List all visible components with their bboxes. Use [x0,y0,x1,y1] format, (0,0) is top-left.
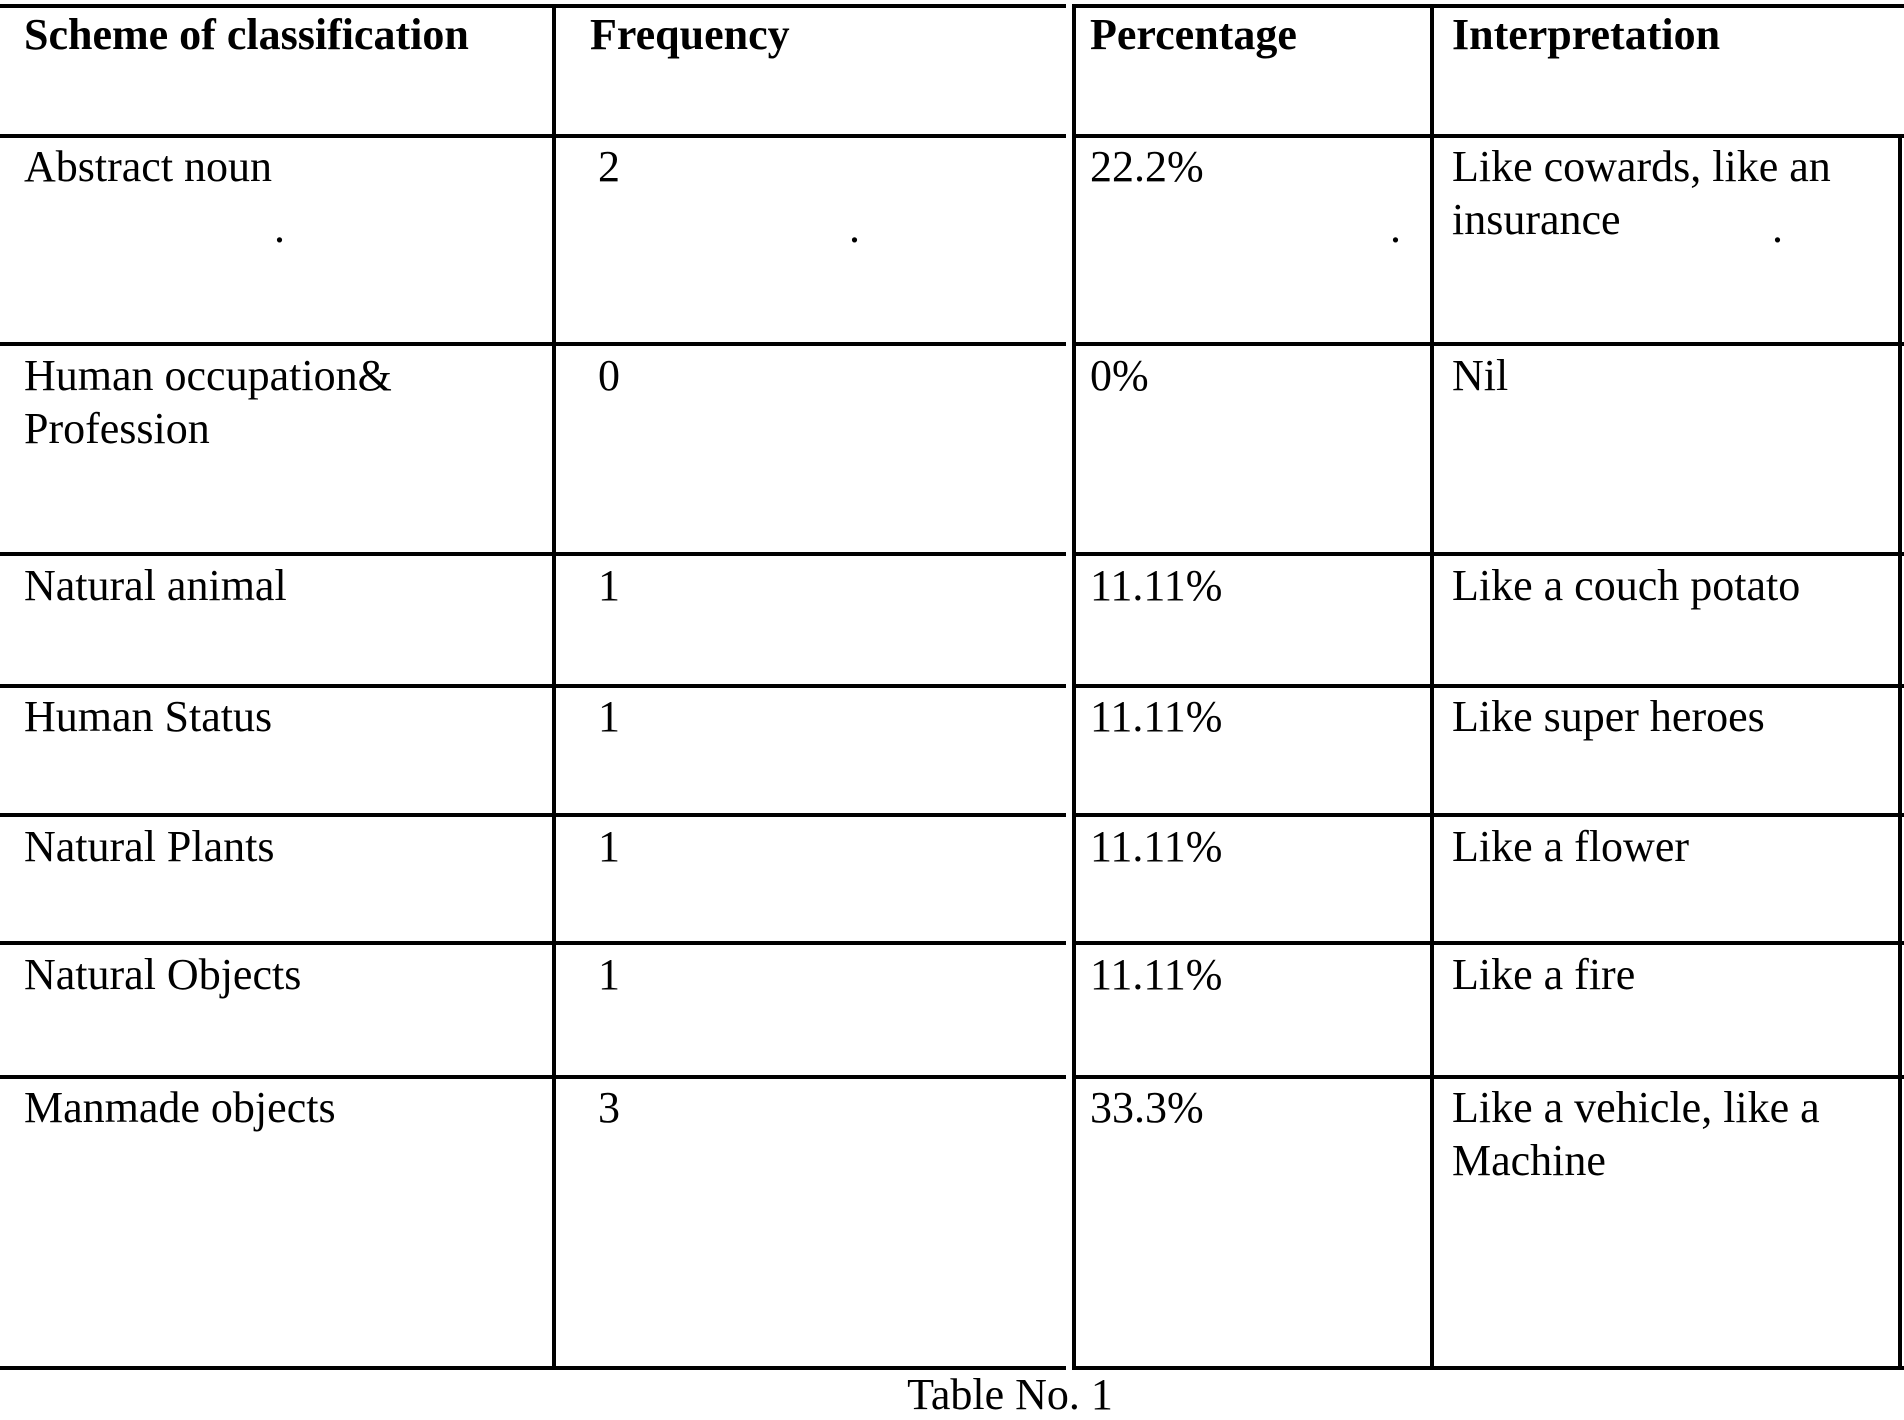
stray-mark: . [274,203,285,252]
column-rule [1072,4,1076,1370]
table-cell-percentage: 0% [1090,351,1149,400]
table-cell-frequency: 3 [598,1083,620,1132]
column-rule-right [1898,134,1902,1370]
header-frequency: Frequency [590,10,790,59]
table-cell-percentage: 22.2% [1090,142,1204,191]
table-cell-percentage: 11.11% [1090,692,1223,741]
table-caption: Table No. 1 [907,1370,1113,1419]
table-cell-frequency: 0 [598,351,620,400]
table-cell-frequency: 2 [598,142,620,191]
table-cell-scheme: Natural animal [24,561,287,610]
table-cell-scheme: Natural Objects [24,950,302,999]
table-cell-interpretation: Like cowards, like an insurance [1452,142,1831,244]
table-rule [0,1075,1066,1079]
table-cell-frequency: 1 [598,692,620,741]
table-cell-scheme: Human occupation& Profession [24,351,392,453]
column-rule [1430,4,1434,1370]
table-cell-frequency: 1 [598,822,620,871]
table-cell-scheme: Natural Plants [24,822,275,871]
table-rule [1072,552,1904,556]
table-cell-scheme: Human Status [24,692,273,741]
table-rule [1072,941,1904,945]
table-rule [0,552,1066,556]
stray-mark: . [849,203,860,252]
table-rule [1072,342,1904,346]
stray-mark: . [1772,203,1783,252]
table-cell-interpretation: Like a fire [1452,950,1636,999]
table-rule [0,134,1066,138]
table-cell-interpretation: Like super heroes [1452,692,1765,741]
stray-mark: . [1390,203,1401,252]
table-cell-interpretation: Nil [1452,351,1509,400]
table-cell-interpretation: Like a couch potato [1452,561,1801,610]
table-rule [1072,1075,1904,1079]
table-rule [0,684,1066,688]
table-cell-interpretation: Like a vehicle, like a Machine [1452,1083,1820,1185]
table-cell-scheme: Manmade objects [24,1083,336,1132]
header-interpretation: Interpretation [1452,10,1721,59]
header-percentage: Percentage [1090,10,1297,59]
table-cell-percentage: 11.11% [1090,822,1223,871]
table-cell-scheme: Abstract noun [24,142,273,191]
table-cell-percentage: 11.11% [1090,561,1223,610]
table-cell-frequency: 1 [598,561,620,610]
table-cell-interpretation: Like a flower [1452,822,1689,871]
table-rule [1072,813,1904,817]
table-rule [0,342,1066,346]
table-cell-frequency: 1 [598,950,620,999]
table-rule [0,941,1066,945]
table-cell-percentage: 33.3% [1090,1083,1204,1132]
table-rule [1072,134,1904,138]
table-rule [0,813,1066,817]
column-rule [552,4,556,1370]
header-scheme: Scheme of classification [24,10,469,59]
table-rule [1072,684,1904,688]
table-cell-percentage: 11.11% [1090,950,1223,999]
